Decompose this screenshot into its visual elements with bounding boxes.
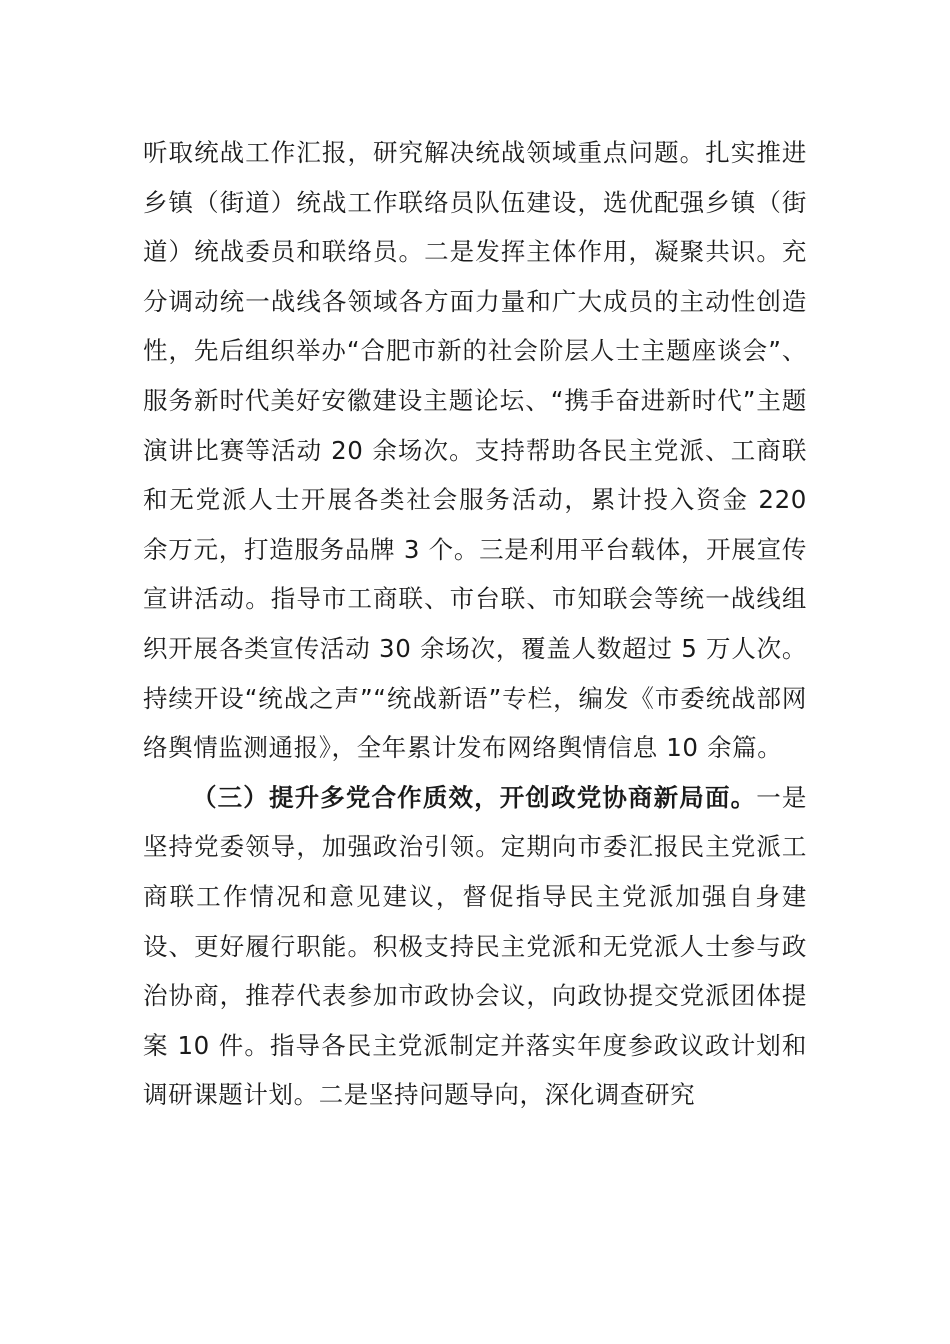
section-heading: （三）提升多党合作质效，开创政党协商新局面。 [192, 782, 757, 812]
body-paragraph-2 [143, 773, 807, 1120]
paragraph-text: 听取统战工作汇报，研究解决统战领域重点问题。扎实推进乡镇（街道）统战工作联络员队伍建设，选优配强乡镇（街道）统战委员和联络员。二是发挥主体作用，凝聚共识。充分调动统一战线各领域各方面力量和广大成员的主动性创造性，先后组织举办“合肥市新的社会阶层人士主题座谈会”、服务新时代美好安徽建设主题论坛、“携手奋进新时代”主题演讲比赛等活动 20 余场次。支持帮助各民主党派、工商联和无党派人士开展各类社会服务活动，累计投入资金 220 余万元，打造服务品牌 3 个。三是利用平台载体，开展宣传宣讲活动。指导市工商联、市台联、市知联会等统一战线组织开展各类宣传活动 30 余场次，覆盖人数超过 5 万人次。持续开设“统战之声”“统战新语”专栏，编发《市委统战部网络舆情监测通报》，全年累计发布网络舆情信息 10 余篇。 [143, 138, 807, 763]
body-paragraph-1 [143, 128, 807, 773]
paragraph-text: 一是坚持党委领导，加强政治引领。定期向市委汇报民主党派工商联工作情况和意见建议，督促指导民主党派加强自身建设、更好履行职能。积极支持民主党派和无党派人士参与政治协商，推荐代表参加市政协会议，向政协提交党派团体提案 10 件。指导各民主党派制定并落实年度参政议政计划和调研课题计划。二是坚持问题导向，深化调查研究 [143, 782, 807, 1110]
document-page [143, 128, 807, 1120]
